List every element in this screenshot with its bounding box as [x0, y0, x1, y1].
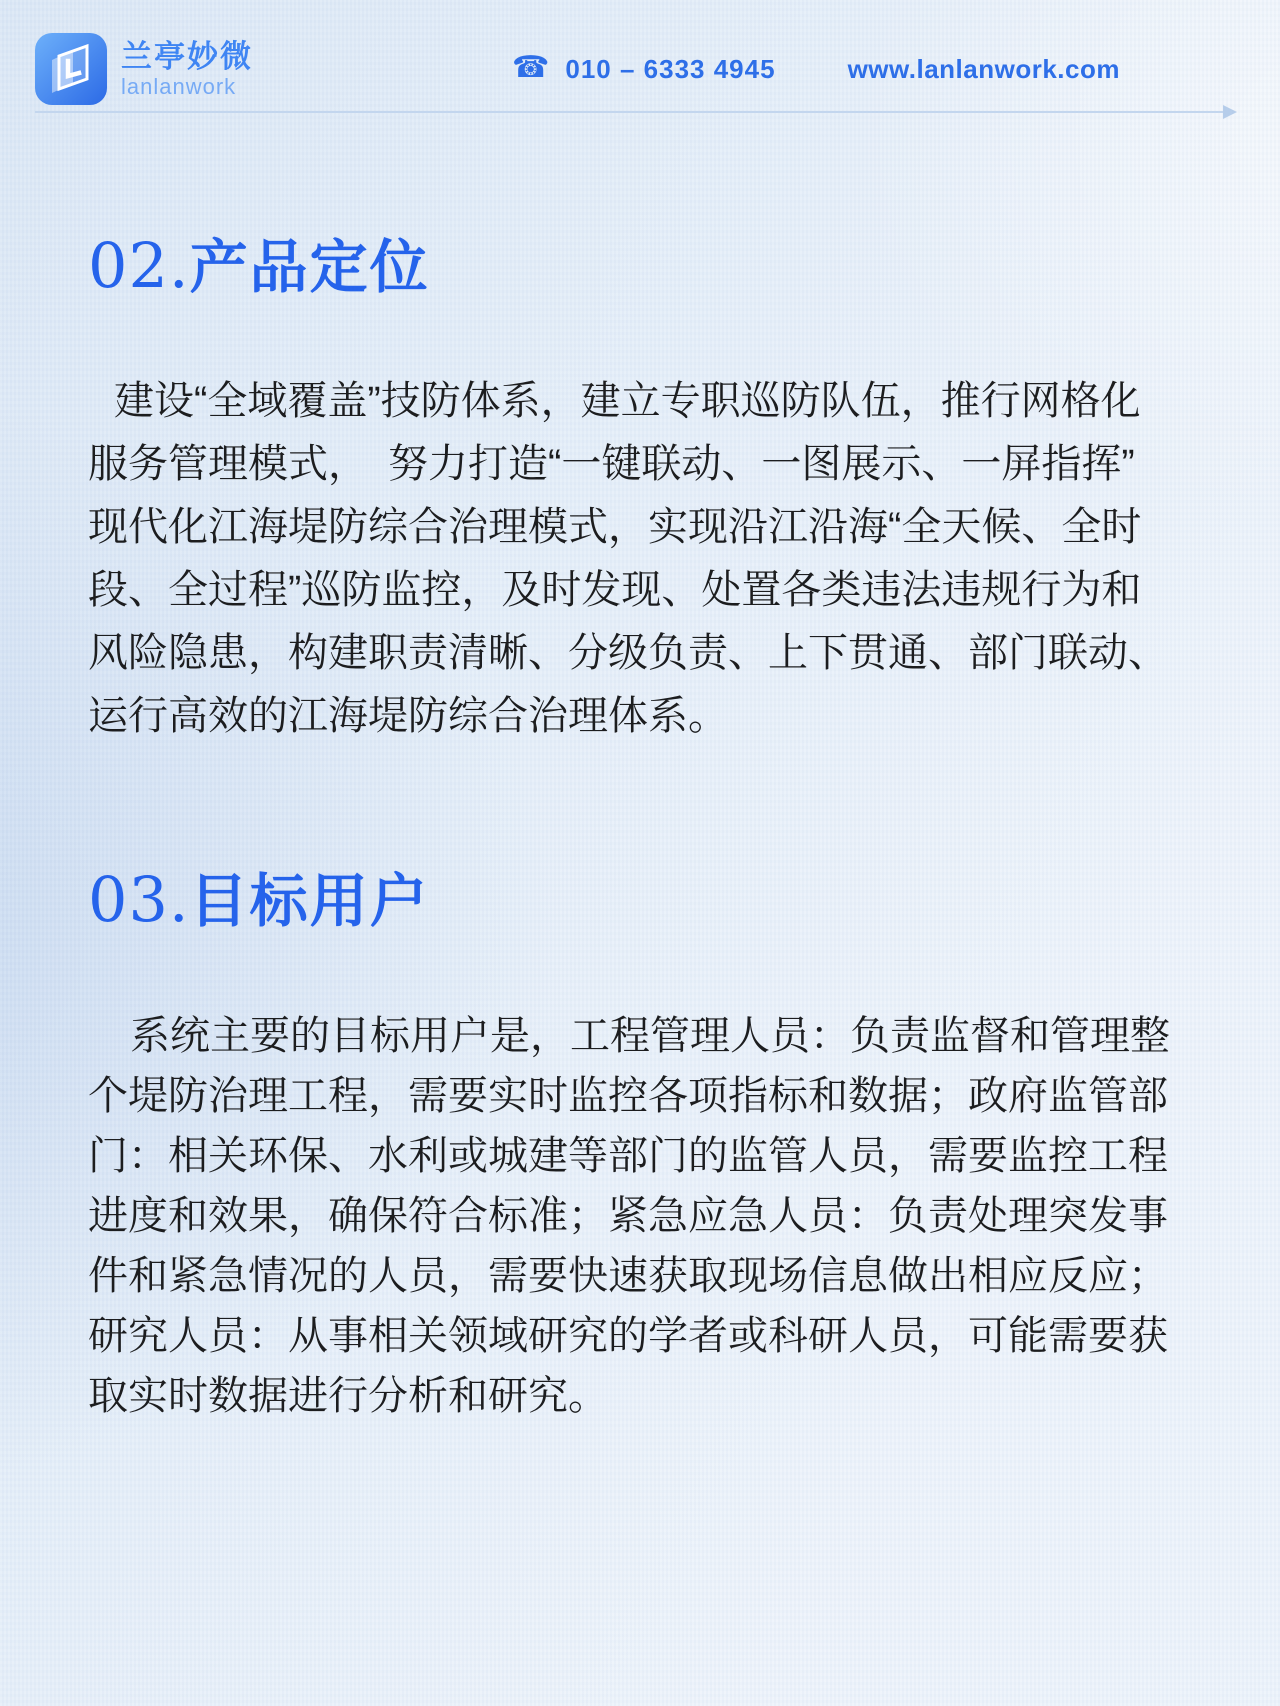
- paragraph-line: 件和紧急情况的人员，需要快速获取现场信息做出相应反应；: [88, 1254, 1168, 1299]
- paragraph-line: 研究人员：从事相关领域研究的学者或科研人员，可能需要获: [88, 1314, 1168, 1359]
- paragraph-line: 服务管理模式， 努力打造“一键联动、一图展示、一屏指挥”: [88, 442, 1135, 487]
- paragraph-line: 系统主要的目标用户是，工程管理人员：负责监督和管理整: [130, 1014, 1170, 1059]
- section-02-paragraph: [88, 370, 1168, 748]
- page-header: [0, 0, 1280, 108]
- logo-name-en: lanlanwork: [121, 73, 237, 99]
- phone-number: 010 – 6333 4945: [565, 53, 776, 84]
- paragraph-line: 门：相关环保、水利或城建等部门的监管人员，需要监控工程: [88, 1134, 1168, 1179]
- paragraph-line: 现代化江海堤防综合治理模式，实现沿江沿海“全天候、全时: [88, 505, 1142, 550]
- logo[interactable]: [35, 33, 253, 105]
- paragraph-line: 个堤防治理工程，需要实时监控各项指标和数据；政府监管部: [88, 1074, 1168, 1119]
- website-link[interactable]: www.lanlanwork.com: [847, 53, 1120, 84]
- section-title-text: 目标用户: [189, 869, 430, 935]
- section-title-02: [88, 229, 1102, 302]
- paragraph-line: 进度和效果，确保符合标准；紧急应急人员：负责处理突发事: [88, 1194, 1168, 1239]
- section-03-paragraph: [88, 1006, 1170, 1426]
- paragraph-line: 风险隐患，构建职责清晰、分级负责、上下贯通、部门联动、: [88, 631, 1168, 676]
- logo-icon: [35, 33, 107, 105]
- section-number: 03.: [88, 863, 190, 937]
- paragraph-line: 运行高效的江海堤防综合治理体系。: [88, 694, 728, 739]
- phone-contact: [511, 51, 776, 85]
- arrow-right-icon: [1223, 105, 1237, 119]
- paragraph-line: 取实时数据进行分析和研究。: [88, 1374, 608, 1419]
- phone-icon: ☎: [511, 51, 550, 84]
- page-content: [88, 112, 1170, 1426]
- section-number: 02.: [88, 229, 190, 302]
- logo-name-zh: 兰亭妙微: [121, 39, 253, 75]
- paragraph-line: 建设“全域覆盖”技防体系，建立专职巡防队伍，推行网格化: [114, 379, 1141, 424]
- section-title-text: 产品定位: [189, 235, 430, 300]
- logo-text: [121, 39, 253, 99]
- section-title-03: [88, 863, 1102, 937]
- paragraph-line: 段、全过程”巡防监控，及时发现、处置各类违法违规行为和: [88, 568, 1142, 613]
